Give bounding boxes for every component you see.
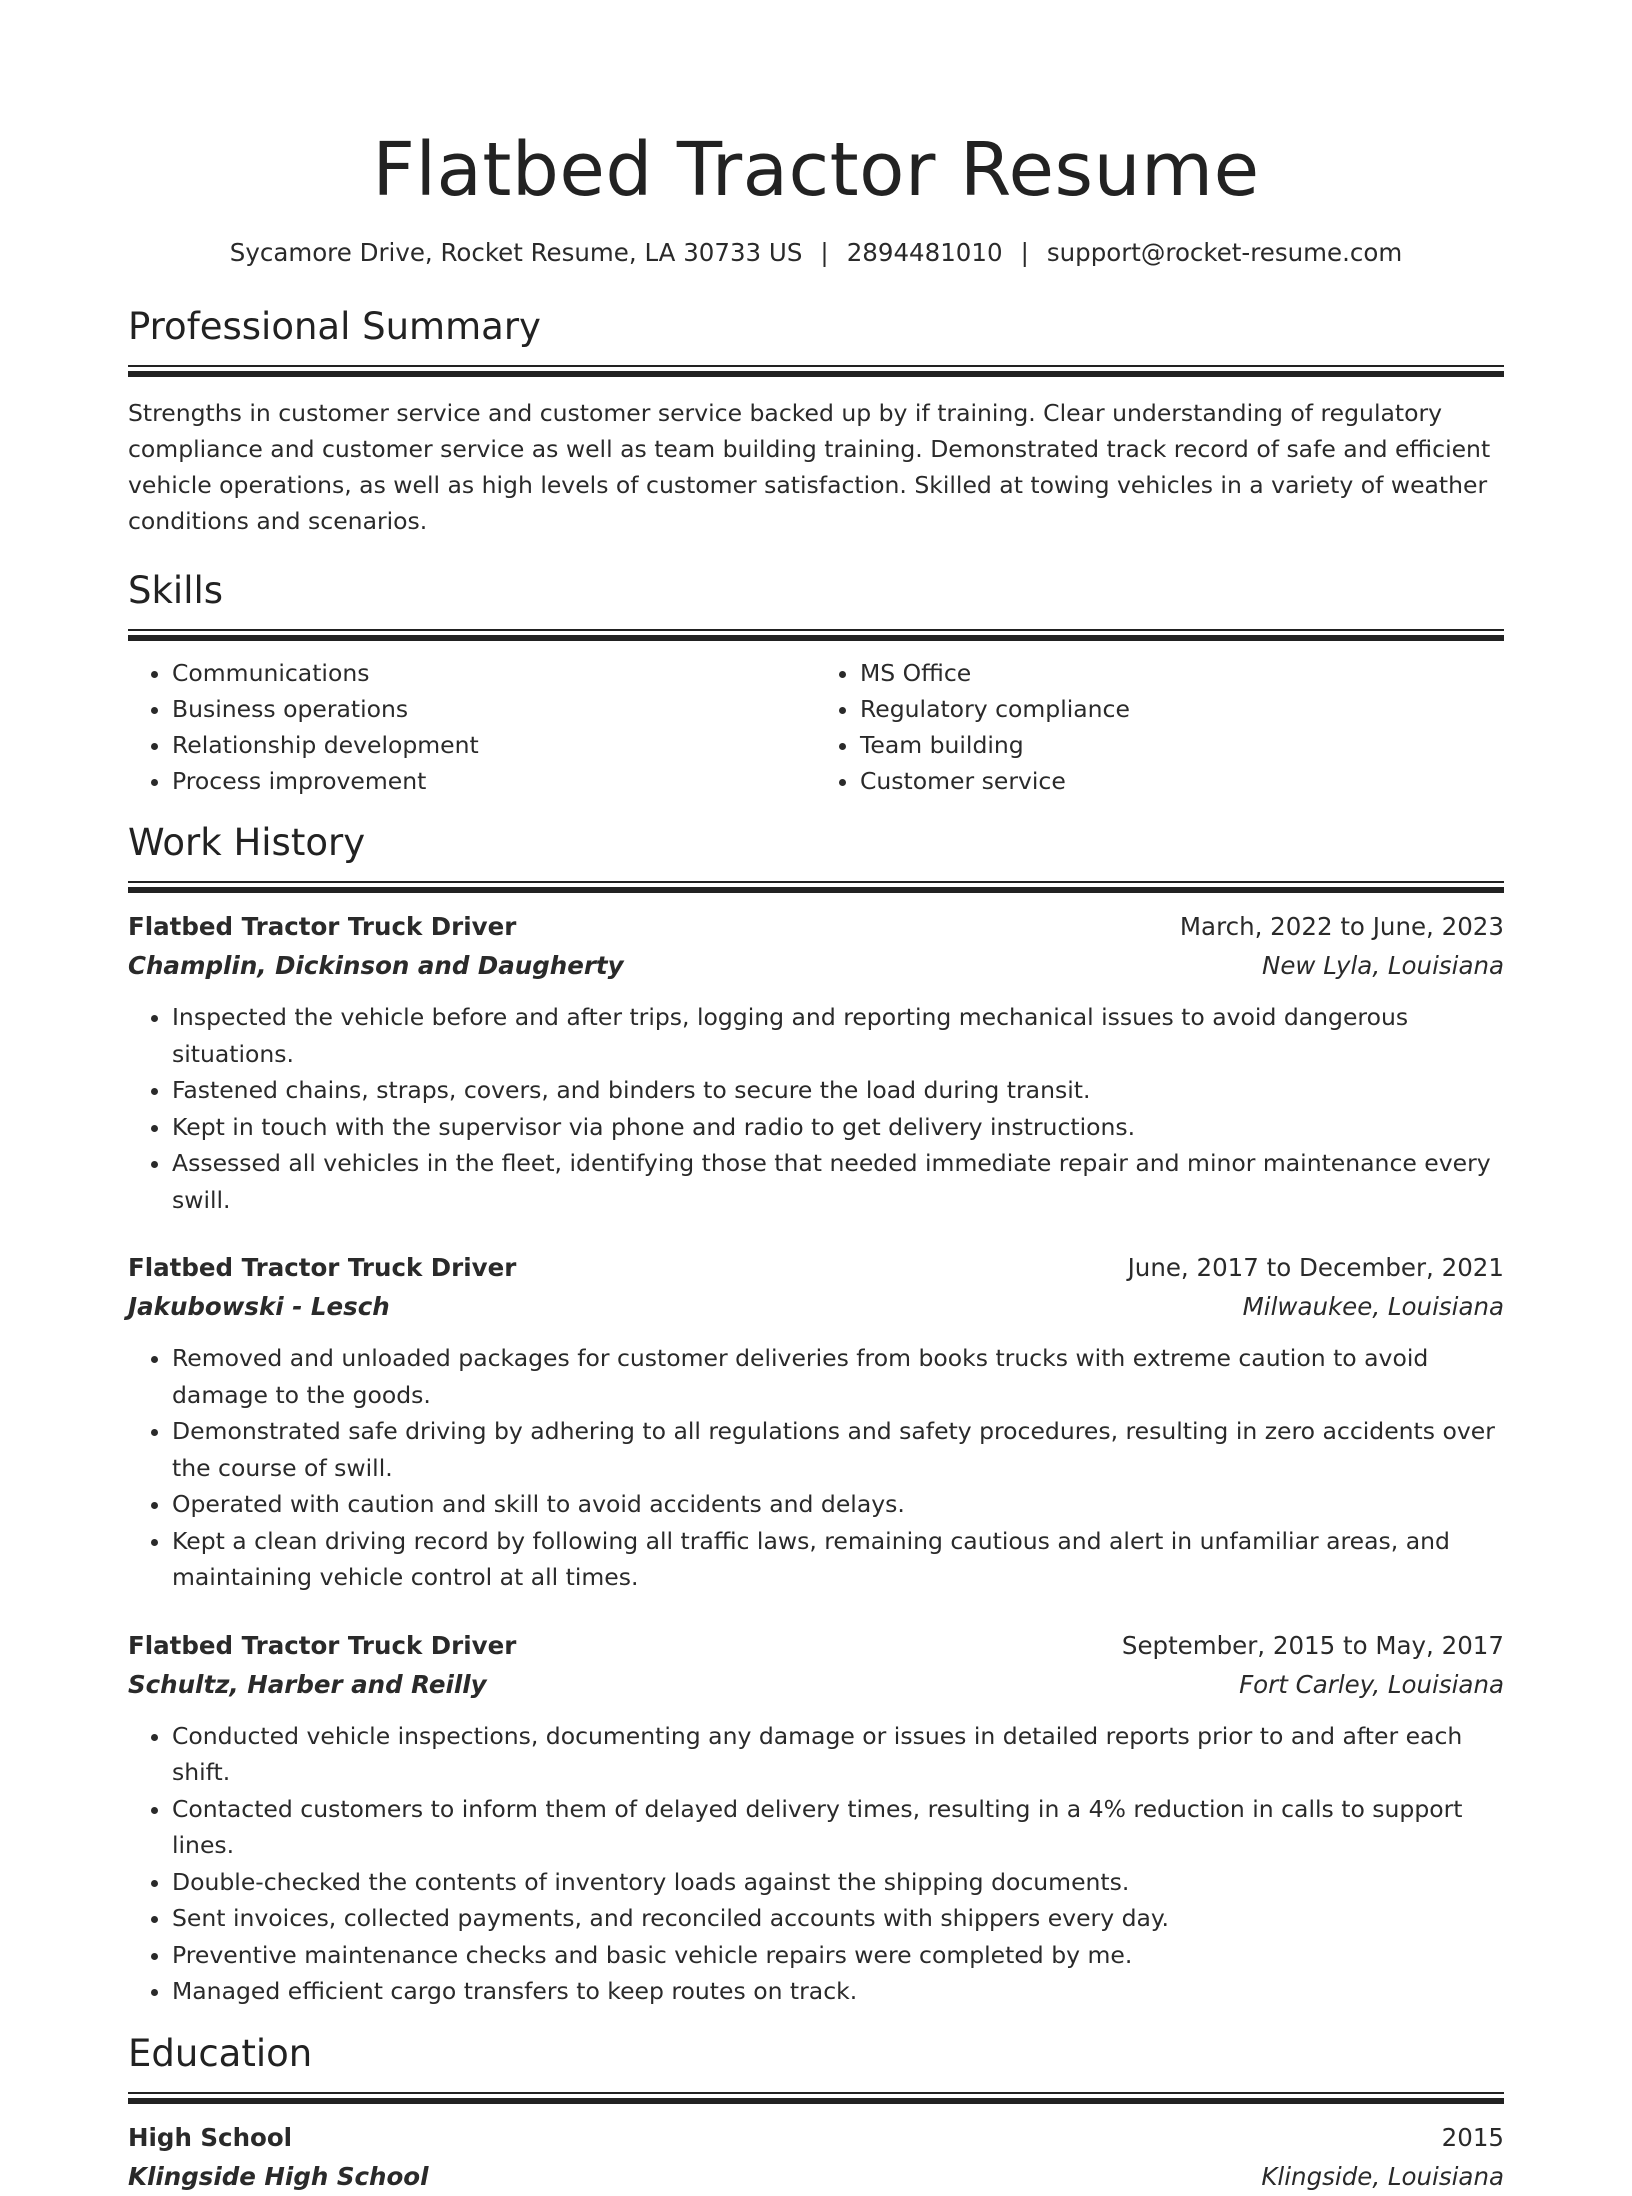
job-bullet: • Preventive maintenance checks and basic vehicle repairs were completed by me.: [172, 1937, 1504, 1974]
section-title-skills: Skills: [128, 569, 224, 612]
job-company: Jakubowski - Lesch: [128, 1292, 390, 1321]
work-history-section: [128, 819, 1504, 2010]
job-company: Champlin, Dickinson and Daugherty: [128, 951, 624, 980]
job-bullet: • Inspected the vehicle before and after trips, logging and reporting mechanical issues to avoid dangerous situations.: [172, 999, 1504, 1072]
job-title: Flatbed Tractor Truck Driver: [128, 1630, 517, 1660]
education-subheader: [128, 2157, 1504, 2196]
skills-left-column: [128, 655, 816, 799]
job-bullet: • Operated with caution and skill to avoid accidents and delays.: [172, 1486, 1504, 1523]
section-divider: [128, 2092, 1504, 2104]
job-subheader: [128, 1287, 1504, 1326]
education-header: [128, 2118, 1504, 2157]
education-location: Klingside, Louisiana: [1261, 2161, 1504, 2191]
job-entry: [128, 1248, 1504, 1596]
section-divider: [128, 881, 1504, 893]
section-title-education: Education: [128, 2031, 313, 2075]
skill-item: • Relationship development: [172, 727, 816, 763]
section-divider: [128, 365, 1504, 377]
job-bullet: • Managed efficient cargo transfers to keep routes on track.: [172, 1973, 1504, 2010]
job-bullet: • Assessed all vehicles in the fleet, identifying those that needed immediate repair and minor maintenance every swill.: [172, 1145, 1504, 1218]
skills-section: [128, 567, 1504, 799]
job-header: [128, 907, 1504, 946]
summary-section: [128, 303, 1504, 539]
job-company: Schultz, Harber and Reilly: [128, 1669, 487, 1699]
job-bullet: • Fastened chains, straps, covers, and binders to secure the load during transit.: [172, 1072, 1504, 1109]
job-bullet: • Kept a clean driving record by following all traffic laws, remaining cautious and alert in unfamiliar areas, and maintaining vehicle control at all times.: [172, 1523, 1504, 1596]
section-divider: [128, 629, 1504, 641]
contact-email: support@rocket-resume.com: [1046, 238, 1403, 267]
job-header: [128, 1248, 1504, 1287]
job-bullet: • Sent invoices, collected payments, and reconciled accounts with shippers every day.: [172, 1900, 1504, 1937]
skills-right-column: [816, 655, 1504, 799]
job-dates: June, 2017 to December, 2021: [1127, 1253, 1504, 1282]
skill-item: • Team building: [860, 727, 1504, 763]
job-bullet: • Conducted vehicle inspections, documenting any damage or issues in detailed reports prior to and after each shift.: [172, 1718, 1504, 1791]
job-bullet: • Contacted customers to inform them of delayed delivery times, resulting in a 4% reduction in calls to support lines.: [172, 1791, 1504, 1864]
contact-address: Sycamore Drive, Rocket Resume, LA 30733 US: [229, 238, 803, 267]
skill-item: • Customer service: [860, 763, 1504, 799]
section-title-work: Work History: [128, 821, 366, 864]
contact-separator: |: [1020, 238, 1029, 267]
skill-item: • Business operations: [172, 691, 816, 727]
job-title: Flatbed Tractor Truck Driver: [128, 912, 517, 941]
skill-item: • Process improvement: [172, 763, 816, 799]
job-bullet: • Demonstrated safe driving by adhering to all regulations and safety procedures, resulting in zero accidents over the course of swill.: [172, 1413, 1504, 1486]
job-bullets: [128, 1340, 1504, 1596]
education-school: Klingside High School: [128, 2161, 429, 2191]
education-degree: High School: [128, 2122, 293, 2152]
resume-page: [128, 0, 1504, 2196]
resume-name: Flatbed Tractor Resume: [372, 127, 1260, 213]
job-bullet: • Removed and unloaded packages for customer deliveries from books trucks with extreme caution to avoid damage to the goods.: [172, 1340, 1504, 1413]
contact-phone: 2894481010: [846, 238, 1003, 267]
job-dates: September, 2015 to May, 2017: [1121, 1630, 1504, 1660]
job-bullet: • Kept in touch with the supervisor via phone and radio to get delivery instructions.: [172, 1109, 1504, 1146]
job-header: [128, 1626, 1504, 1665]
job-location: New Lyla, Louisiana: [1262, 951, 1504, 980]
skill-item: • MS Office: [860, 655, 1504, 691]
job-subheader: [128, 946, 1504, 985]
job-subheader: [128, 1665, 1504, 1704]
job-title: Flatbed Tractor Truck Driver: [128, 1253, 517, 1282]
job-bullets: [128, 1718, 1504, 2010]
job-location: Fort Carley, Louisiana: [1239, 1669, 1504, 1699]
job-bullets: [128, 999, 1504, 1218]
skill-item: • Regulatory compliance: [860, 691, 1504, 727]
education-section: [128, 2030, 1504, 2196]
contact-separator: |: [820, 238, 829, 267]
job-dates: March, 2022 to June, 2023: [1179, 912, 1504, 941]
job-location: Milwaukee, Louisiana: [1242, 1292, 1504, 1321]
contact-line: [128, 236, 1504, 270]
job-entry: [128, 907, 1504, 1218]
section-title-summary: Professional Summary: [128, 305, 541, 348]
job-entry: [128, 1626, 1504, 2010]
skills-columns: [128, 655, 1504, 799]
job-bullet: • Double-checked the contents of inventory loads against the shipping documents.: [172, 1864, 1504, 1901]
education-entry: [128, 2118, 1504, 2196]
education-year: 2015: [1441, 2122, 1504, 2152]
summary-text: Strengths in customer service and customer service backed up by if training. Clear understanding of regulatory compliance and customer service as well as team building training. Demonstrated track record of safe and efficient vehicle operations, as well as high levels of customer satisfaction. Skilled at towing vehicles in a variety of weather conditions and scenarios.: [128, 399, 1491, 535]
skill-item: • Communications: [172, 655, 816, 691]
